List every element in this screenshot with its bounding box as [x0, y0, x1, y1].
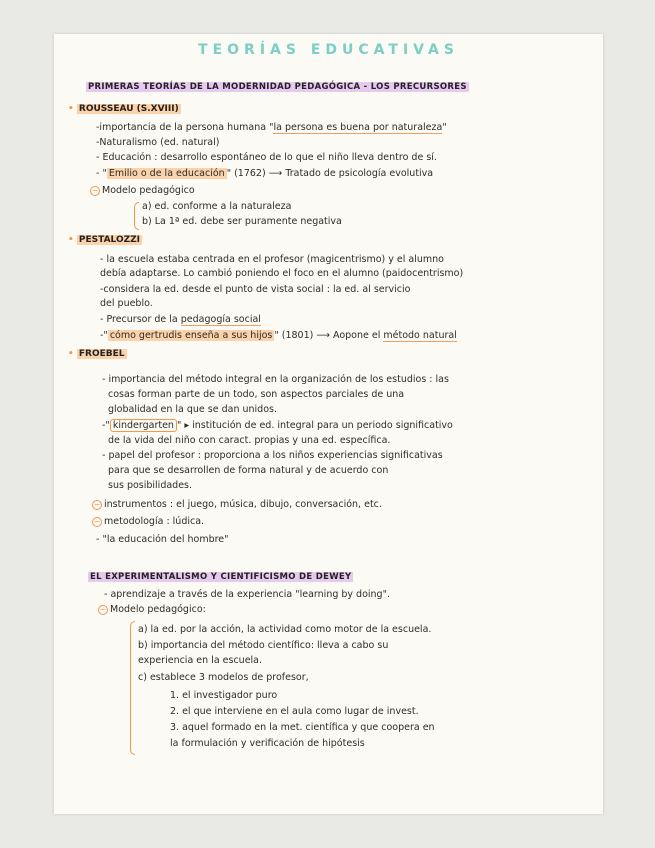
froebel-heading	[68, 349, 127, 359]
froebel-line-1: - importancia del método integral en la organización de los estudios : las	[102, 374, 449, 385]
pestalozzi-line-2: debía adaptarse. Lo cambió poniendo el foco en el alumno (paidocentrismo)	[100, 268, 464, 279]
dewey-line-1: - aprendizaje a través de la experiencia "learning by doing".	[104, 589, 390, 600]
rousseau-line-3: - Educación : desarrollo espontáneo de lo que el niño lleva dentro de sí.	[96, 152, 437, 163]
froebel-line-3: globalidad en la que se dan unidos.	[108, 404, 277, 415]
froebel-name: FROEBEL	[78, 349, 125, 359]
minus-circle-icon: −	[91, 185, 99, 195]
dewey-line-10: la formulación y verificación de hipótesis	[170, 738, 365, 749]
froebel-line-7: para que se desarrollen de forma natural y de acuerdo con	[108, 465, 389, 476]
pestalozzi-line-1: - la escuela estaba centrada en el profesor (magicentrismo) y el alumno	[100, 254, 444, 265]
rousseau-line-7: b) La 1ª ed. debe ser puramente negativa	[142, 216, 342, 227]
minus-circle-icon: −	[93, 499, 101, 509]
dewey-line-7: 1. el investigador puro	[170, 690, 278, 701]
froebel-line-6: - papel del profesor : proporciona a los niños experiencias significativas	[102, 450, 443, 461]
brace-icon	[134, 202, 139, 230]
bullet-dot-icon: •	[68, 235, 74, 245]
dewey-line-9: 3. aquel formado en la met. científica y que coopera en	[170, 722, 435, 733]
minus-circle-icon: −	[99, 604, 107, 614]
pestalozzi-line-4: del pueblo.	[100, 298, 153, 309]
froebel-line-2: cosas forman parte de un todo, son aspectos parciales de una	[108, 389, 405, 400]
froebel-line-11: - "la educación del hombre"	[96, 534, 229, 545]
froebel-line-8: sus posibilidades.	[108, 480, 193, 491]
section-heading-dewey: EL EXPERIMENTALISMO Y CIENTIFICISMO DE DEWEY	[90, 572, 352, 582]
dewey-line-4: b) importancia del método científico: lleva a cabo su	[138, 640, 389, 651]
rousseau-line-4: - " Emilio o de la educación " (1762) ⟶ Tratado de psicología evolutiva	[96, 168, 434, 179]
dewey-line-8: 2. el que interviene en el aula como lugar de invest.	[170, 706, 419, 717]
dewey-line-3: a) la ed. por la acción, la actividad como motor de la escuela.	[138, 624, 432, 635]
rousseau-line-6: a) ed. conforme a la naturaleza	[142, 201, 292, 212]
page-title: TEORÍAS EDUCATIVAS	[198, 42, 459, 58]
section-heading-precursors: PRIMERAS TEORÍAS DE LA MODERNIDAD PEDAGÓGICA - LOS PRECURSORES	[88, 82, 467, 92]
froebel-line-10: − metodología : lúdica.	[93, 516, 205, 527]
dewey-line-2: − Modelo pedagógico:	[99, 604, 206, 615]
bullet-dot-icon: •	[68, 349, 74, 359]
froebel-line-4: -" kindergarten " ▸ institución de ed. integral para un periodo significativo	[102, 420, 453, 431]
froebel-line-9: − instrumentos : el juego, música, dibujo, conversación, etc.	[93, 499, 382, 510]
notebook-page	[54, 34, 603, 814]
minus-circle-icon: −	[93, 516, 101, 526]
dewey-line-6: c) establece 3 modelos de profesor,	[138, 672, 309, 683]
froebel-line-5: de la vida del niño con caract. propias y una ed. específica.	[108, 435, 391, 446]
rousseau-line-2: -Naturalismo (ed. natural)	[96, 137, 220, 148]
dewey-line-5: experiencia en la escuela.	[138, 655, 263, 666]
rousseau-line-1: -importancia de la persona humana "la persona es buena por naturaleza"	[96, 122, 447, 133]
pestalozzi-line-5: - Precursor de la pedagogía social	[100, 314, 261, 325]
pestalozzi-heading	[68, 235, 142, 245]
pestalozzi-name: PESTALOZZI	[78, 235, 141, 245]
brace-icon	[130, 621, 135, 755]
rousseau-name: ROUSSEAU (S.XVIII)	[78, 104, 179, 114]
rousseau-line-5: − Modelo pedagógico	[91, 185, 195, 196]
pestalozzi-line-6: -" cómo gertrudis enseña a sus hijos " (1801) ⟶ Aopone el método natural	[100, 330, 457, 341]
pestalozzi-line-3: -considera la ed. desde el punto de vista social : la ed. al servicio	[100, 284, 411, 295]
bullet-dot-icon: •	[68, 104, 74, 114]
rousseau-heading	[68, 104, 181, 114]
